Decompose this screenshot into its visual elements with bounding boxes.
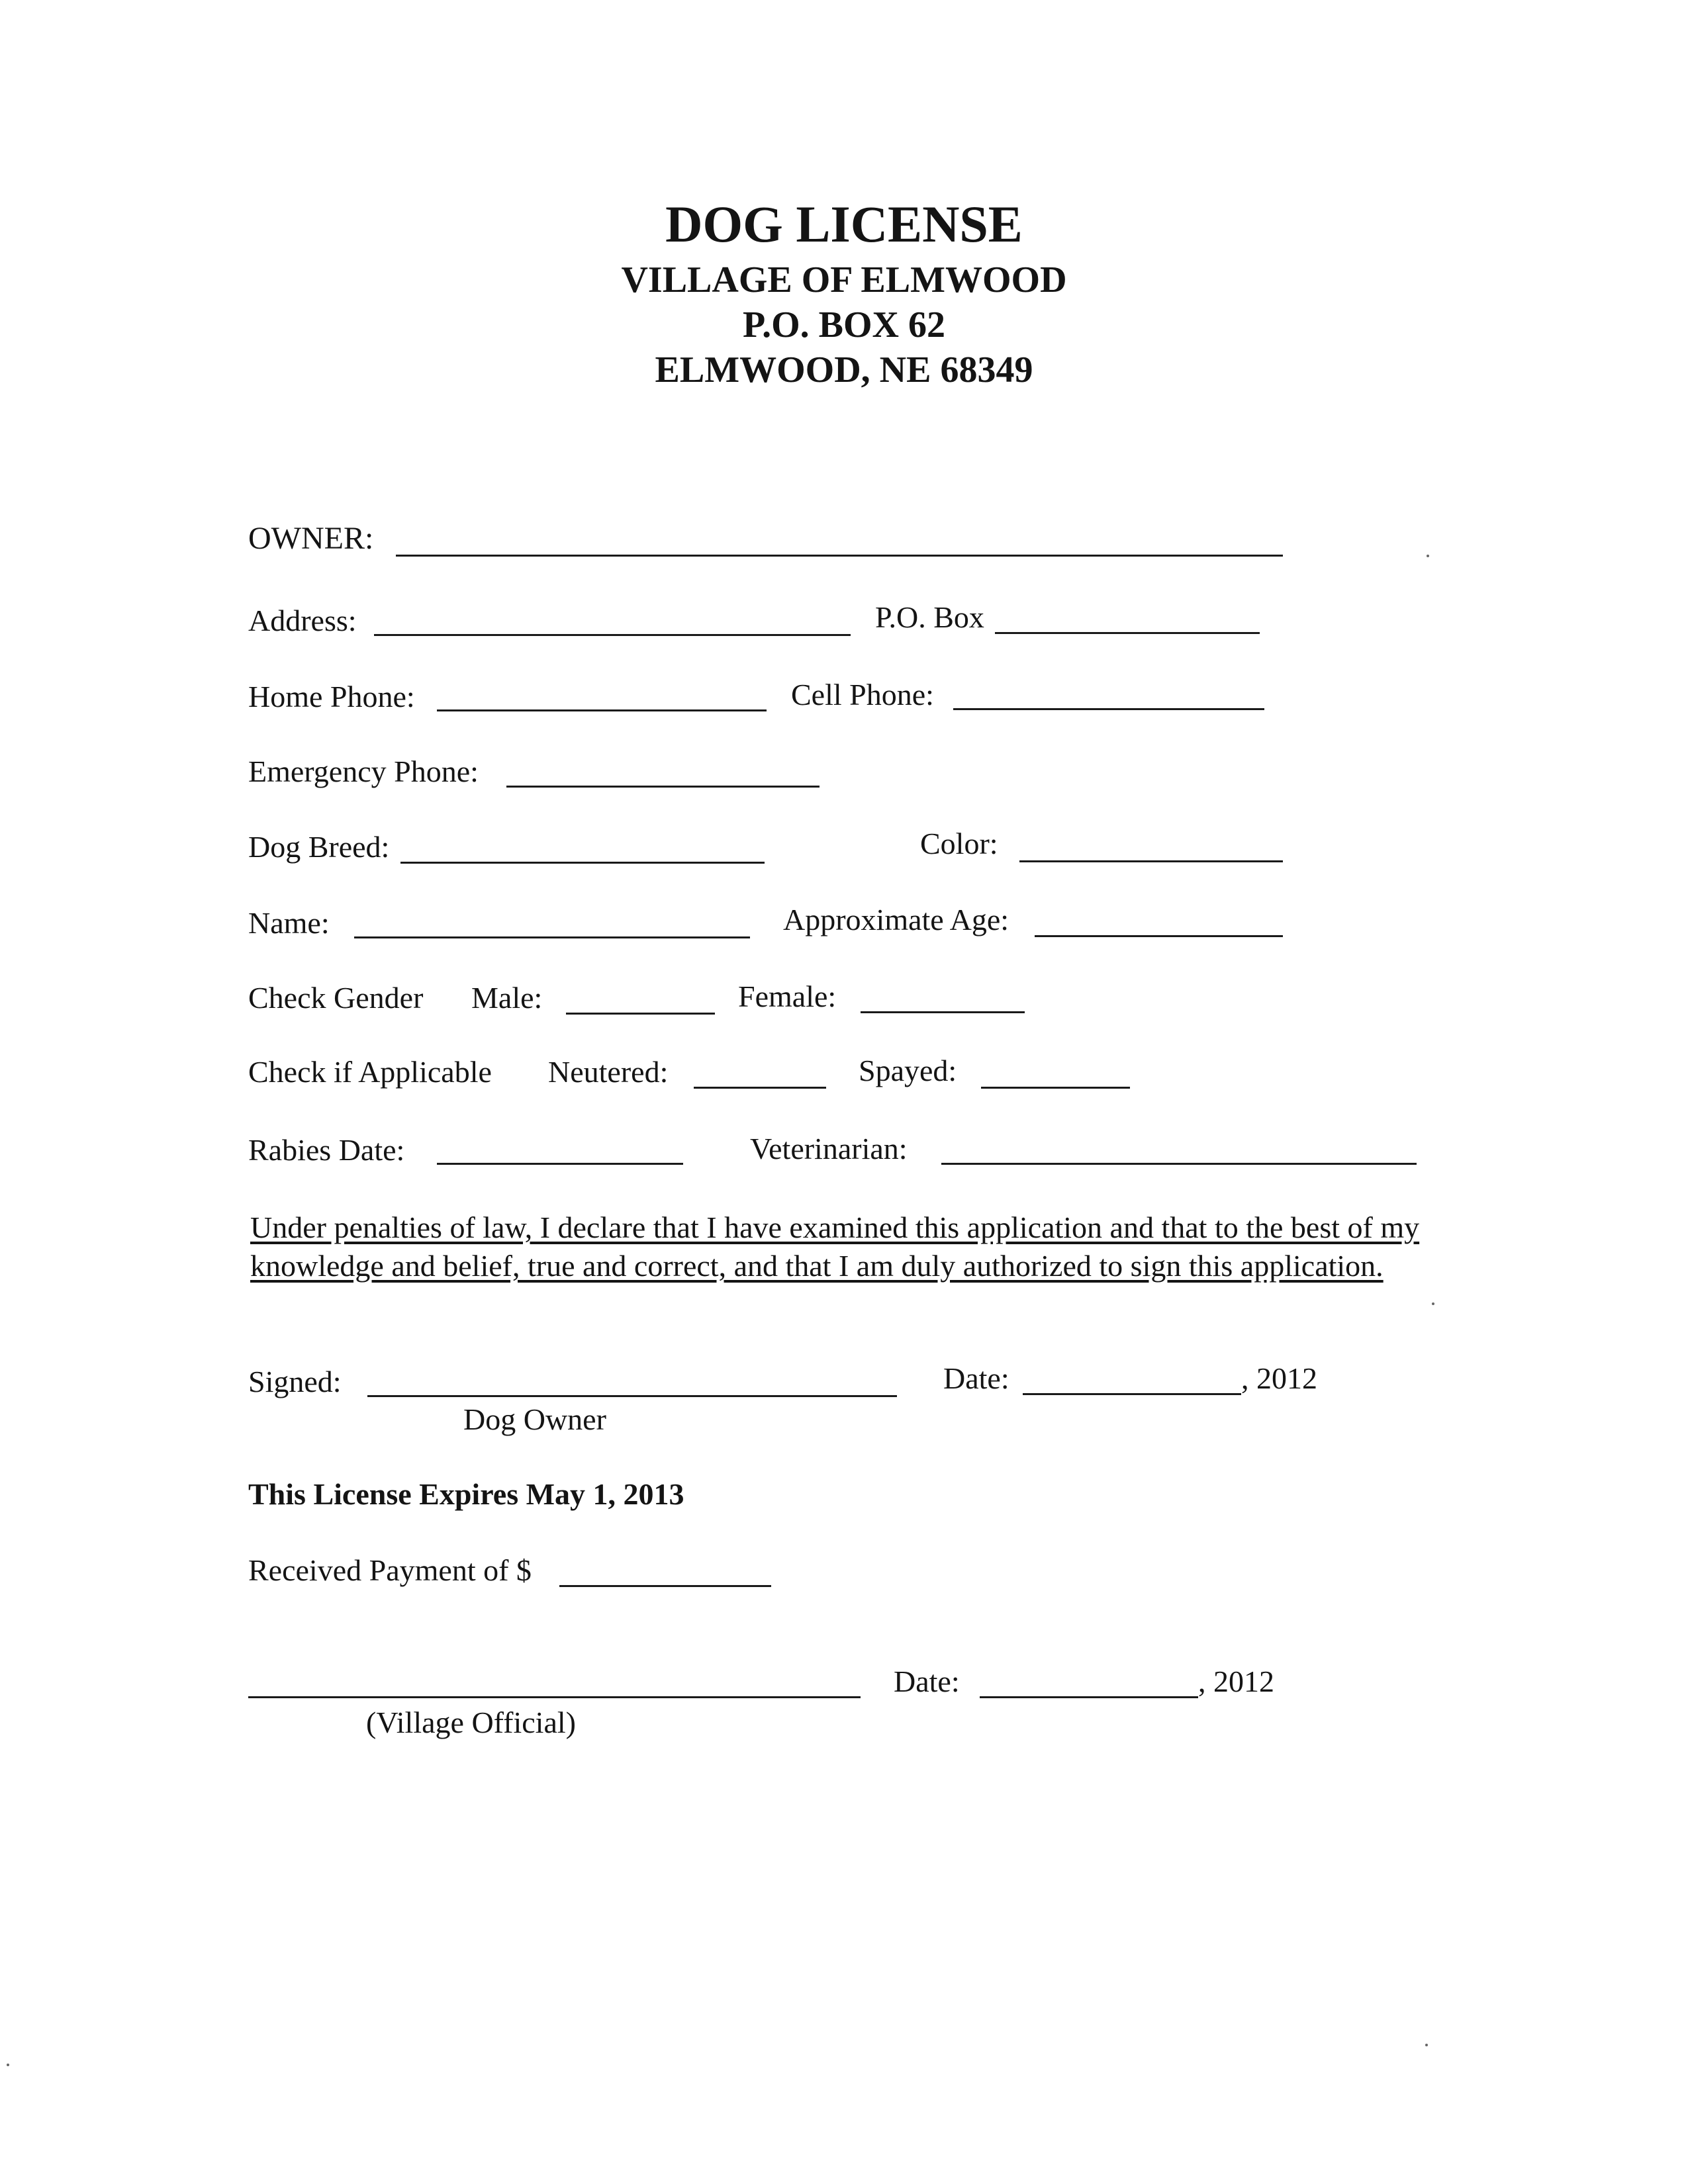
spayed-label: Spayed: <box>859 1054 957 1087</box>
village-name: VILLAGE OF ELMWOOD <box>621 259 1067 300</box>
dog-breed-field[interactable] <box>400 862 765 864</box>
owner-field[interactable] <box>396 555 1283 557</box>
official-date-field[interactable] <box>980 1696 1198 1698</box>
cell-phone-field[interactable] <box>953 708 1264 710</box>
official-date-label: Date: <box>894 1664 960 1698</box>
color-field[interactable] <box>1019 860 1283 862</box>
home-phone-label: Home Phone: <box>248 680 415 713</box>
owner-label: OWNER: <box>248 521 374 556</box>
cell-phone-label: Cell Phone: <box>791 678 934 711</box>
payment-label: Received Payment of $ <box>248 1553 532 1587</box>
payment-amount-field[interactable] <box>559 1585 771 1587</box>
rabies-date-label: Rabies Date: <box>248 1133 405 1167</box>
neutered-field[interactable] <box>694 1087 826 1089</box>
license-expiry: This License Expires May 1, 2013 <box>248 1477 684 1511</box>
dog-breed-label: Dog Breed: <box>248 830 390 864</box>
male-field[interactable] <box>566 1013 715 1015</box>
official-date-year: , 2012 <box>1198 1664 1274 1698</box>
address-field[interactable] <box>374 634 851 636</box>
form-title: DOG LICENSE <box>665 195 1023 253</box>
dog-name-field[interactable] <box>354 936 750 938</box>
village-official-caption: (Village Official) <box>366 1706 576 1739</box>
veterinarian-field[interactable] <box>941 1163 1417 1165</box>
check-applicable-label: Check if Applicable <box>248 1055 492 1089</box>
signed-date-label: Date: <box>943 1361 1009 1395</box>
home-phone-field[interactable] <box>437 709 767 711</box>
rabies-date-field[interactable] <box>437 1163 683 1165</box>
dog-name-label: Name: <box>248 906 330 940</box>
scan-speck <box>1425 2044 1428 2046</box>
approximate-age-field[interactable] <box>1035 935 1283 937</box>
female-field[interactable] <box>861 1011 1025 1013</box>
signed-date-year: , 2012 <box>1241 1361 1317 1395</box>
emergency-phone-label: Emergency Phone: <box>248 754 479 788</box>
scan-speck <box>1427 555 1429 557</box>
female-label: Female: <box>738 979 837 1013</box>
neutered-label: Neutered: <box>548 1055 669 1089</box>
approximate-age-label: Approximate Age: <box>783 903 1009 936</box>
signed-label: Signed: <box>248 1365 342 1398</box>
veterinarian-label: Veterinarian: <box>750 1132 908 1165</box>
owner-signature-field[interactable] <box>367 1395 897 1397</box>
address-label: Address: <box>248 604 357 637</box>
signed-date-field[interactable] <box>1023 1393 1241 1395</box>
city-state-zip: ELMWOOD, NE 68349 <box>655 349 1033 390</box>
male-label: Male: <box>471 981 543 1015</box>
po-box-field[interactable] <box>995 632 1260 634</box>
official-signature-field[interactable] <box>248 1696 861 1698</box>
spayed-field[interactable] <box>981 1087 1130 1089</box>
color-label: Color: <box>920 827 998 860</box>
check-gender-label: Check Gender <box>248 981 424 1015</box>
scan-speck <box>1432 1302 1434 1305</box>
dog-owner-caption: Dog Owner <box>463 1402 606 1436</box>
declaration-text: Under penalties of law, I declare that I have examined this application and that to the best of my knowledge and belief, true and correct, and that I am duly authorized to sign this application. <box>250 1210 1420 1283</box>
po-box-label: P.O. Box <box>875 600 984 634</box>
emergency-phone-field[interactable] <box>506 786 820 788</box>
scan-speck <box>7 2064 9 2066</box>
po-box-address: P.O. BOX 62 <box>743 304 945 345</box>
